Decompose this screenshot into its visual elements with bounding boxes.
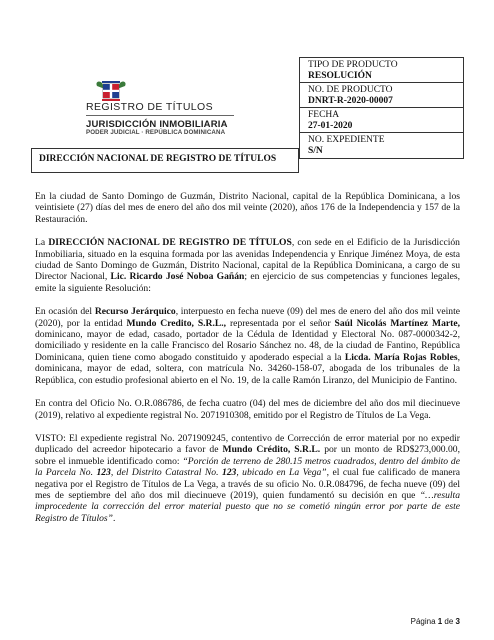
product-type-value: RESOLUCIÓN [308, 71, 372, 81]
resolution-body [35, 191, 460, 536]
page-prefix: Página [410, 617, 438, 626]
bold-run: Mundo Crédito, S.R.L. [222, 444, 321, 456]
text-run: por un monto de RD$273,000.00, sobre el inmueble identificado como: [35, 444, 460, 467]
bold-run: Recurso Jerárquico [94, 306, 176, 318]
product-number-value: DNRT-R-2020-00007 [308, 96, 393, 106]
bold-run: Licda. María Rojas Robles [344, 351, 458, 363]
page-number: 1 [437, 617, 443, 626]
file-number-cell [300, 133, 463, 158]
paragraph-against: En contra del Oficio No. O.R.086786, de fecha cuatro (04) del mes de diciembre del año dos mil diecinueve (2019), relativo al expediente registral No. 2071910308, emitido por el Registro de Títulos de La Vega. [35, 398, 460, 421]
text-run: , interpuesto en fecha nueve (09) del mes de enero del año dos mil veinte (2020), por la entidad [35, 306, 460, 329]
text-run: . [113, 512, 116, 524]
org-name: REGISTRO DE TÍTULOS [86, 101, 214, 113]
text-run: VISTO: El expediente registral No. 2071909245, contentivo de Corrección de error material por no expedir duplicado del acreedor hipotecario a favor de [35, 432, 460, 456]
text-run: , con sede en el Edificio de la Jurisdicción Inmobiliaria, situado en la esquina formada por las avenidas Independencia y Enrique Jiménez Moya, de esta ciudad de Santo Domingo de Guzmán, Distrito Nacional, capital de la República Dominicana, a cargo de su Director Nacional, [35, 237, 460, 283]
text-run: representada por el señor [226, 317, 335, 329]
text-run: La [35, 237, 49, 249]
product-number-label: NO. DE PRODUCTO [308, 85, 393, 95]
file-number-value: S/N [308, 146, 323, 156]
bold-run: DIRECCIÓN NACIONAL DE REGISTRO DE TÍTULOS [48, 237, 292, 249]
date-value: 27-01-2020 [308, 121, 353, 131]
document-info-table [299, 57, 464, 159]
italic-run: “Porción de terreno de 280.15 metros cuadrados, dentro del ámbito de la Parcela No. [35, 455, 460, 479]
date-label: FECHA [308, 110, 340, 120]
paragraph-authority [35, 237, 460, 294]
page-separator: de [442, 617, 456, 626]
paragraph-visto [35, 433, 460, 524]
italic-run: , del Distrito Catastral No. [110, 467, 222, 479]
paragraph-appeal [35, 306, 460, 386]
text-run: ; en ejercicio de sus competencias y funciones legales, emite la siguiente Resolución: [35, 271, 460, 294]
org-tagline: PODER JUDICIAL · REPÚBLICA DOMINICANA [86, 129, 226, 136]
text-run: En ocasión del [35, 306, 95, 318]
page-total: 3 [455, 617, 460, 626]
text-run: dominicano, mayor de edad, casado, portador de la Cédula de Identidad y Electoral No. 087-0000342-2, domiciliado y residente en la calle Francisco del Rosario Sánchez no. 48, de la ciudad de Fantino, República Dominicana, quien tiene como abogado constituido y apoderado especial a la [35, 329, 460, 363]
italic-run: “…resulta improcedente la corrección del error material puesto que no se cometió ningún error por parte de este Registro de Títulos” [35, 489, 460, 524]
direction-heading: DIRECCIÓN NACIONAL DE REGISTRO DE TÍTULOS [31, 148, 299, 173]
product-type-label: TIPO DE PRODUCTO [308, 60, 398, 70]
logo-divider [86, 115, 234, 116]
org-subtitle: JURISDICCIÓN INMOBILIARIA [86, 119, 228, 130]
bold-italic-run: 123 [221, 467, 237, 479]
text-run: , dominicana, mayor de edad, soltera, con matrícula No. 34260-158-07, abogada de los tribunales de la República, con estudio profesional abierto en el No. 19, de la calle Ramón Liranzo, del Municipio de Fantino. [35, 351, 461, 386]
product-number-cell [300, 83, 463, 108]
bold-italic-run: 123 [96, 467, 111, 479]
text-run: , el cual fue calificado de manera negativa por el Registro de Títulos de La Vega, a través de su oficio No. 0.R.084796, de fecha nueve (09) del mes de septiembre del año dos mil diecinueve (2019), quien fundamentó su decisión en que [35, 467, 461, 501]
page-indicator [411, 617, 460, 626]
bold-run: Saúl Nicolás Martínez Marte, [334, 317, 460, 329]
bold-run: Lic. Ricardo José Noboa Gañán [110, 271, 245, 283]
date-cell [300, 108, 463, 133]
file-number-label: NO. EXPEDIENTE [308, 135, 385, 145]
italic-run: , ubicado en La Vega” [236, 467, 327, 479]
bold-run: Mundo Credito, S.R.L., [126, 317, 227, 329]
product-type-cell [300, 58, 463, 83]
paragraph-intro: En la ciudad de Santo Domingo de Guzmán, Distrito Nacional, capital de la República Dominicana, a los veintisiete (27) días del mes de enero del año dos mil veinte (2020), años 176 de la Independencia y 157 de la Restauración. [35, 191, 460, 225]
